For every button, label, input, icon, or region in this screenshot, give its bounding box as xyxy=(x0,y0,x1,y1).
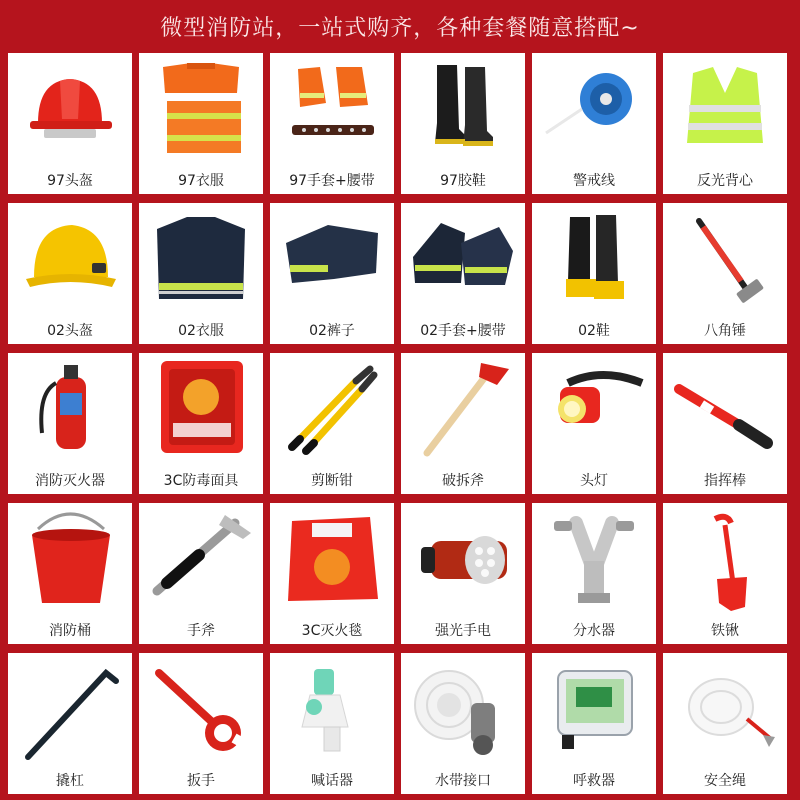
product-card[interactable] xyxy=(139,653,263,794)
rubber-boots-icon xyxy=(401,53,525,163)
reflective-vest-icon xyxy=(663,53,787,163)
product-card[interactable] xyxy=(532,203,656,344)
product-card[interactable] xyxy=(401,353,525,494)
product-card[interactable] xyxy=(270,203,394,344)
axe-icon xyxy=(401,353,525,463)
product-card[interactable] xyxy=(532,353,656,494)
product-label: 安全绳 xyxy=(704,773,746,789)
product-label: 3C防毒面具 xyxy=(163,473,239,489)
product-label: 八角锤 xyxy=(704,323,746,339)
helmet-yellow-icon xyxy=(8,203,132,313)
product-label: 铁锹 xyxy=(711,623,739,639)
product-label: 02头盔 xyxy=(47,323,93,339)
shovel-icon xyxy=(663,503,787,613)
yellow-boots-icon xyxy=(532,203,656,313)
navy-gloves-icon xyxy=(401,203,525,313)
product-card[interactable] xyxy=(532,53,656,194)
page-title: 微型消防站，一站式购齐，各种套餐随意搭配~ xyxy=(160,15,640,41)
megaphone-icon xyxy=(270,653,394,763)
water-divider-icon xyxy=(532,503,656,613)
product-card[interactable] xyxy=(8,53,132,194)
product-label: 指挥棒 xyxy=(704,473,746,489)
product-card[interactable] xyxy=(8,203,132,344)
product-label: 反光背心 xyxy=(697,173,753,189)
product-card[interactable] xyxy=(663,503,787,644)
product-card[interactable] xyxy=(663,353,787,494)
product-card[interactable] xyxy=(663,653,787,794)
product-card[interactable] xyxy=(270,353,394,494)
product-label: 02裤子 xyxy=(309,323,355,339)
product-label: 分水器 xyxy=(573,623,615,639)
product-label: 3C灭火毯 xyxy=(301,623,363,639)
product-label: 97手套+腰带 xyxy=(289,173,375,189)
product-label: 97胶鞋 xyxy=(440,173,486,189)
product-label: 破拆斧 xyxy=(442,473,484,489)
product-card[interactable] xyxy=(8,353,132,494)
headlamp-icon xyxy=(532,353,656,463)
product-label: 喊话器 xyxy=(311,773,353,789)
product-label: 02鞋 xyxy=(578,323,610,339)
hammer-icon xyxy=(663,203,787,313)
hand-axe-icon xyxy=(139,503,263,613)
product-card[interactable] xyxy=(270,503,394,644)
product-label: 扳手 xyxy=(187,773,215,789)
product-card[interactable] xyxy=(401,203,525,344)
product-card[interactable] xyxy=(663,203,787,344)
product-card[interactable] xyxy=(270,53,394,194)
product-card[interactable] xyxy=(139,353,263,494)
product-label: 头灯 xyxy=(580,473,608,489)
product-label: 消防灭火器 xyxy=(35,473,105,489)
product-grid xyxy=(8,53,787,794)
product-label: 强光手电 xyxy=(435,623,491,639)
navy-pants-icon xyxy=(270,203,394,313)
crowbar-icon xyxy=(8,653,132,763)
bolt-cutter-icon xyxy=(270,353,394,463)
product-label: 警戒线 xyxy=(573,173,615,189)
product-card[interactable] xyxy=(532,653,656,794)
mask-box-icon xyxy=(139,353,263,463)
fire-blanket-icon xyxy=(270,503,394,613)
helmet-red-icon xyxy=(8,53,132,163)
product-card[interactable] xyxy=(139,53,263,194)
product-label: 消防桶 xyxy=(49,623,91,639)
product-card[interactable] xyxy=(139,503,263,644)
product-card[interactable] xyxy=(401,503,525,644)
wrench-icon xyxy=(139,653,263,763)
product-label: 水带接口 xyxy=(435,773,491,789)
product-label: 97头盔 xyxy=(47,173,93,189)
product-label: 02衣服 xyxy=(178,323,224,339)
product-card[interactable] xyxy=(270,653,394,794)
product-card[interactable] xyxy=(401,53,525,194)
hose-icon xyxy=(401,653,525,763)
bucket-icon xyxy=(8,503,132,613)
product-label: 手斧 xyxy=(187,623,215,639)
product-card[interactable] xyxy=(532,503,656,644)
product-card[interactable] xyxy=(139,203,263,344)
product-label: 撬杠 xyxy=(56,773,84,789)
product-card[interactable] xyxy=(8,653,132,794)
distress-alarm-icon xyxy=(532,653,656,763)
product-card[interactable] xyxy=(8,503,132,644)
flashlight-icon xyxy=(401,503,525,613)
rope-icon xyxy=(663,653,787,763)
product-label: 剪断钳 xyxy=(311,473,353,489)
product-label: 02手套+腰带 xyxy=(420,323,506,339)
product-label: 呼救器 xyxy=(573,773,615,789)
product-card[interactable] xyxy=(663,53,787,194)
product-label: 97衣服 xyxy=(178,173,224,189)
extinguisher-icon xyxy=(8,353,132,463)
tape-roll-icon xyxy=(532,53,656,163)
baton-icon xyxy=(663,353,787,463)
orange-suit-icon xyxy=(139,53,263,163)
gloves-belt-icon xyxy=(270,53,394,163)
navy-jacket-icon xyxy=(139,203,263,313)
product-card[interactable] xyxy=(401,653,525,794)
